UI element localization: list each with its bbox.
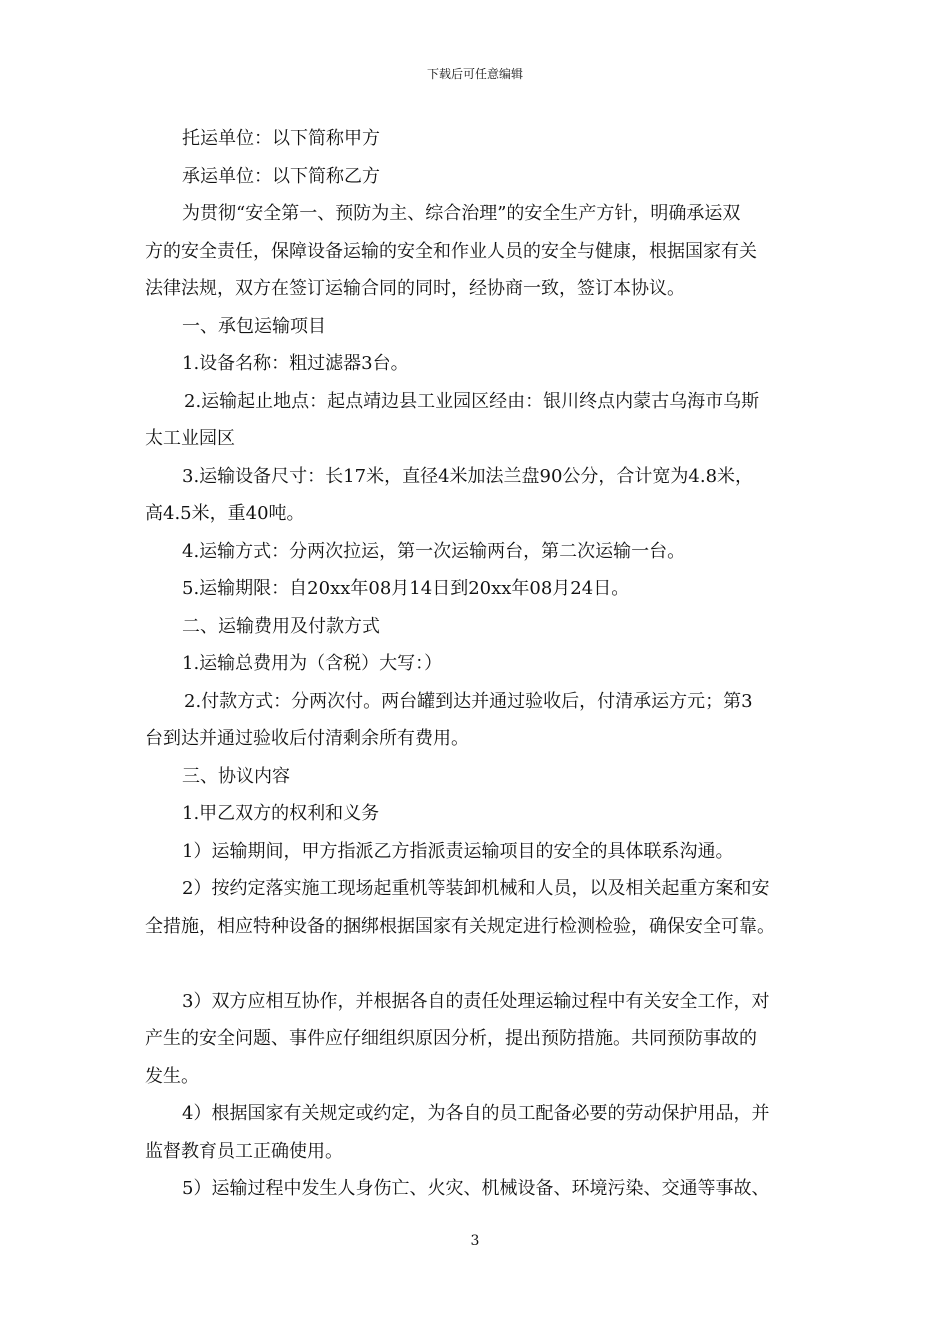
item-payment-line-1: 2.付款方式：分两次付。两台罐到达并通过验收后，付清承运方元；第3 <box>184 690 753 712</box>
document-body <box>145 120 821 1208</box>
clause-4-line-1: 4）根据国家有关规定或约定，为各自的员工配备必要的劳动保护用品，并 <box>182 1103 770 1124</box>
item-payment-line-2: 台到达并通过验收后付清剩余所有费用。 <box>145 728 469 749</box>
clause-2-line-1: 2）按约定落实施工现场起重机等装卸机械和人员，以及相关起重方案和安 <box>182 878 770 899</box>
section-heading-3: 三、协议内容 <box>182 765 290 787</box>
item-transport-period: 5.运输期限：自20xx年08月14日到20xx年08月24日。 <box>182 578 630 599</box>
preamble-line-3: 法律法规，双方在签订运输合同的同时，经协商一致，签订本协议。 <box>145 278 685 299</box>
subsection-rights-obligations: 1.甲乙双方的权利和义务 <box>182 803 380 824</box>
carrier-line: 承运单位：以下简称乙方 <box>182 165 380 187</box>
consignor-line: 托运单位：以下简称甲方 <box>182 128 380 149</box>
page-number: 3 <box>470 1233 480 1249</box>
item-route-line-1: 2.运输起止地点：起点靖边县工业园区经由：银川终点内蒙古乌海市乌斯 <box>184 390 760 412</box>
item-dimensions-line-2: 高4.5米，重40吨。 <box>145 503 305 524</box>
preamble-line-2: 方的安全责任，保障设备运输的安全和作业人员的安全与健康，根据国家有关 <box>145 240 757 262</box>
page-header: 下载后可任意编辑 <box>426 67 523 81</box>
item-transport-method: 4.运输方式：分两次拉运，第一次运输两台，第二次运输一台。 <box>182 540 686 562</box>
section-heading-2: 二、运输费用及付款方式 <box>182 615 380 637</box>
clause-3-line-1: 3）双方应相互协作，并根据各自的责任处理运输过程中有关安全工作，对 <box>182 990 770 1012</box>
item-dimensions-line-1: 3.运输设备尺寸：长17米，直径4米加法兰盘90公分，合计宽为4.8米， <box>182 465 754 487</box>
clause-3-line-3: 发生。 <box>145 1065 199 1087</box>
clause-4-line-2: 监督教育员工正确使用。 <box>145 1140 343 1162</box>
clause-5-line-1: 5）运输过程中发生人身伤亡、火灾、机械设备、环境污染、交通等事故、 <box>182 1178 770 1199</box>
clause-3-line-2: 产生的安全问题、事件应仔细组织原因分析，提出预防措施。共同预防事故的 <box>145 1028 757 1049</box>
preamble-line-1: 为贯彻“安全第一、预防为主、综合治理”的安全生产方针，明确承运双 <box>182 203 741 224</box>
paragraph-gap <box>145 945 821 983</box>
item-route-line-2: 太工业园区 <box>145 428 235 449</box>
clause-1: 1）运输期间，甲方指派乙方指派责运输项目的安全的具体联系沟通。 <box>182 840 734 862</box>
item-equipment-name: 1.设备名称：粗过滤器3台。 <box>182 353 409 374</box>
clause-2-line-2: 全措施，相应特种设备的捆绑根据国家有关规定进行检测检验，确保安全可靠。 <box>145 915 775 937</box>
item-total-cost: 1.运输总费用为（含税）大写：） <box>182 653 443 674</box>
section-heading-1: 一、承包运输项目 <box>182 315 326 337</box>
